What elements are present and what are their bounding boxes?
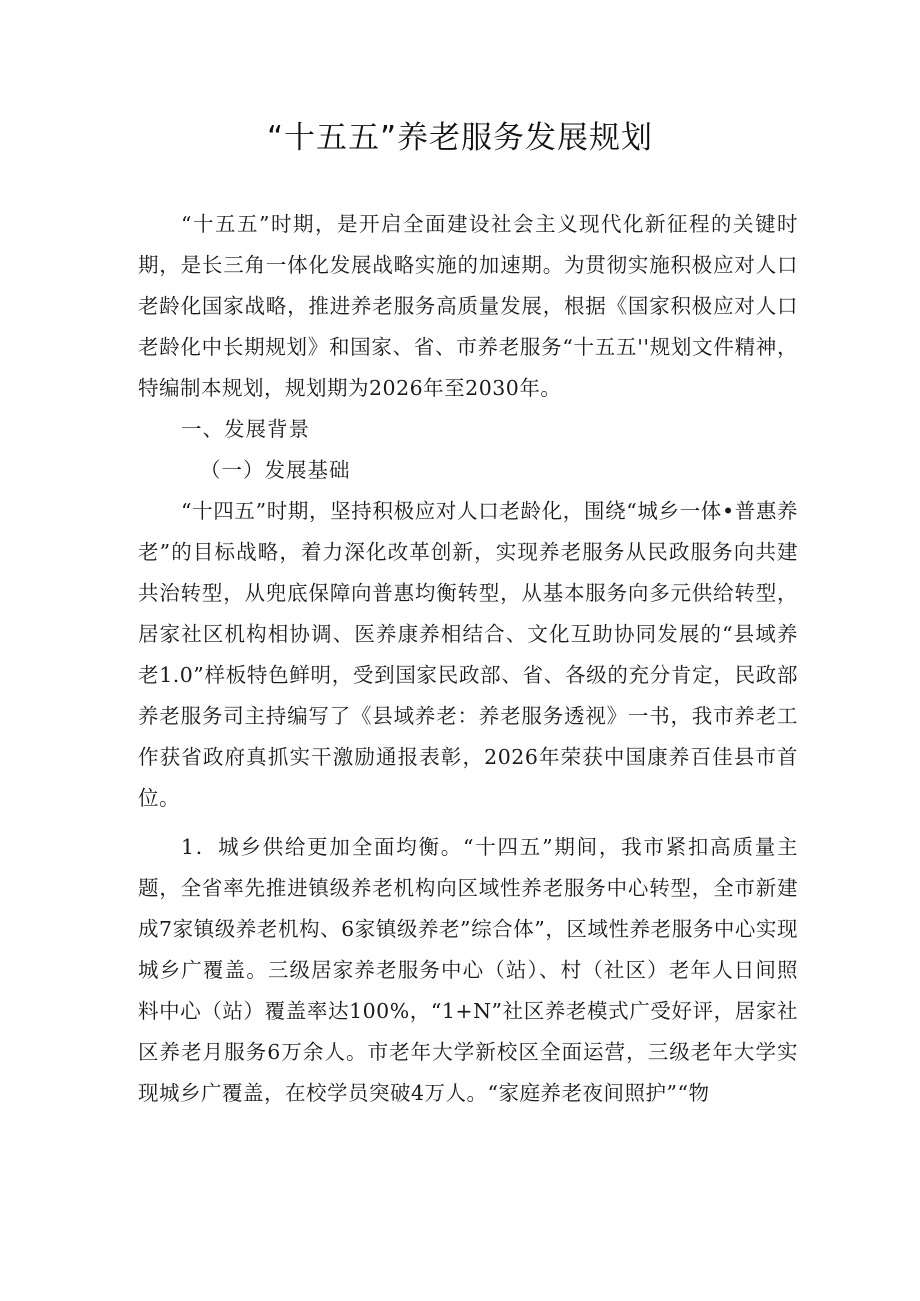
document-body bbox=[138, 204, 798, 1114]
section-heading: 一、发展背景 bbox=[181, 417, 310, 441]
basis-paragraph: “十四五”时期，坚持积极应对人口老龄化，围绕“城乡一体•普惠养老”的目标战略，着力深化改革创新，实现养老服务从民政服务向共建共治转型，从兜底保障向普惠均衡转型，从基本服务向多元供给转型，居家社区机构相协调、医养康养相结合、文化互助协同发展的“县域养老1.0”样板特色鲜明，受到国家民政部、省、各级的充分肯定，民政部养老服务司主持编写了《县域养老：养老服务透视》一书，我市养老工作获省政府真抓实干激励通报表彰，2026年荣获中国康养百佳县市首位。 bbox=[138, 499, 798, 810]
paragraph-gap bbox=[138, 819, 798, 827]
intro-paragraph: “十五五”时期，是开启全面建设社会主义现代化新征程的关键时期，是长三角一体化发展战略实施的加速期。为贯彻实施积极应对人口老龄化国家战略，推进养老服务高质量发展，根据《国家积极应对人口老龄化中长期规划》和国家、省、市养老服务“十五五''规划文件精神，特编制本规划，规划期为2026年至2030年。 bbox=[138, 212, 798, 400]
subsection-heading: （一）发展基础 bbox=[200, 458, 351, 482]
document-title: “十五五”养老服务发展规划 bbox=[266, 120, 654, 156]
point-1-paragraph: 1．城乡供给更加全面均衡。“十四五”期间，我市紧扣高质量主题，全省率先推进镇级养老机构向区域性养老服务中心转型，全市新建成7家镇级养老机构、6家镇级养老”综合体”，区域性养老服务中心实现城乡广覆盖。三级居家养老服务中心（站）、村（社区）老年人日间照料中心（站）覆盖率达100%，“1+N”社区养老模式广受好评，居家社区养老月服务6万余人。市老年大学新校区全面运营，三级老年大学实现城乡广覆盖，在校学员突破4万人。“家庭养老夜间照护”“物 bbox=[138, 835, 798, 1105]
